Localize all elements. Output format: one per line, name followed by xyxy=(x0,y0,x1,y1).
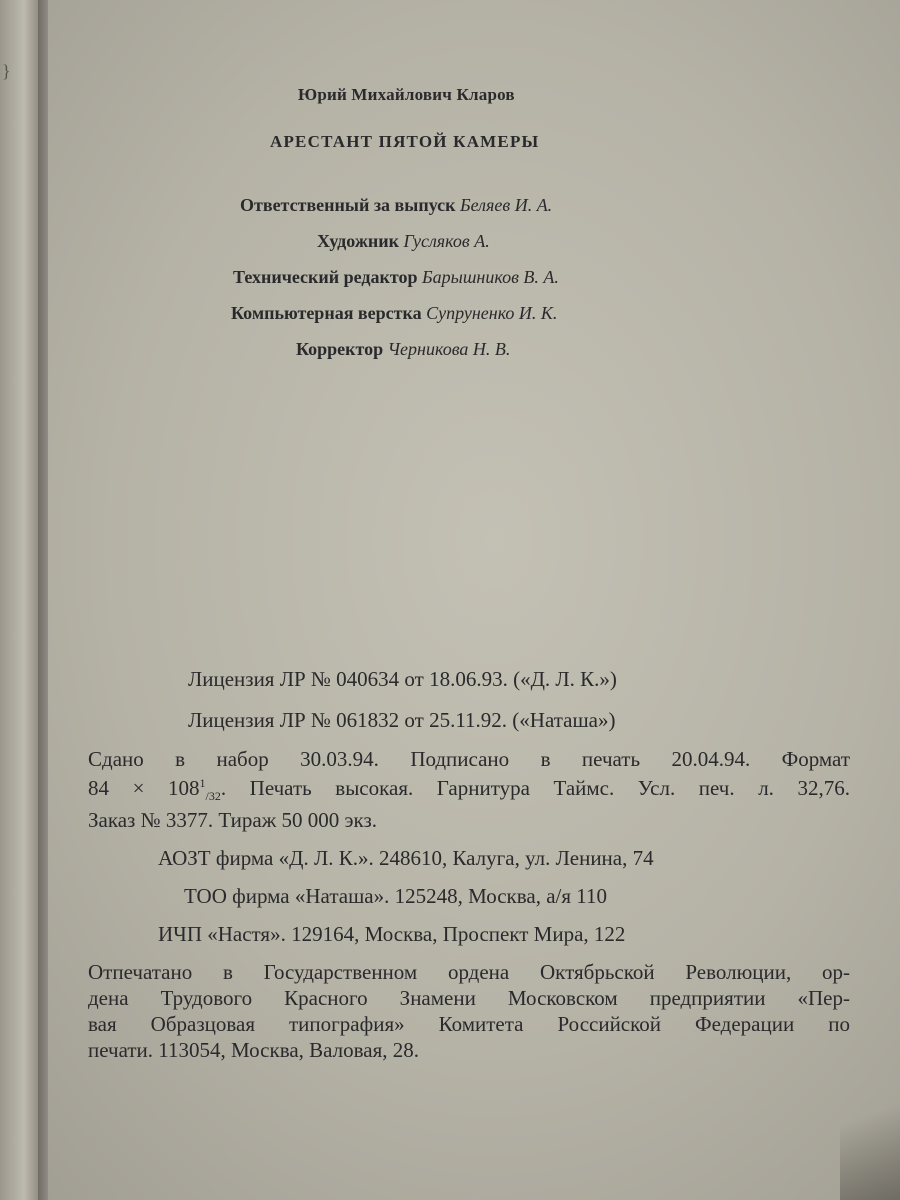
book-gutter xyxy=(38,0,48,1200)
printer-line: дена Трудового Красного Знамени Московском предприятии «Пер- xyxy=(88,986,850,1011)
format-superscript: 1 xyxy=(199,776,206,790)
publisher-line: ИЧП «Настя». 129164, Москва, Проспект Мира, 122 xyxy=(158,922,626,947)
publisher-line: ТОО фирма «Наташа». 125248, Москва, а/я 110 xyxy=(184,884,608,909)
credit-name: Гусляков А. xyxy=(403,231,490,251)
credit-name: Черникова Н. В. xyxy=(387,339,511,359)
print-format-line xyxy=(88,771,850,808)
imprint-block xyxy=(88,667,850,1063)
credit-line xyxy=(240,187,668,223)
license-line: Лицензия ЛР № 061832 от 25.11.92. («Наташа») xyxy=(188,708,616,732)
credit-line xyxy=(317,223,668,259)
credit-name: Беляев И. А. xyxy=(460,195,553,215)
credit-role: Художник xyxy=(317,231,400,251)
format-base: 84 × 108 xyxy=(88,776,200,800)
credit-role: Компьютерная верстка xyxy=(231,303,422,323)
printer-info xyxy=(88,959,850,1063)
credit-role: Технический редактор xyxy=(233,267,418,287)
credit-name: Супруненко И. К. xyxy=(426,303,558,323)
colophon-page xyxy=(48,0,900,1200)
printer-line: печати. 113054, Москва, Валовая, 28. xyxy=(88,1038,420,1063)
facing-page-fragment: } xyxy=(2,61,11,81)
print-info-line: Сдано в набор 30.03.94. Подписано в печать 20.04.94. Формат xyxy=(88,747,850,771)
format-subscript: /32 xyxy=(205,789,221,804)
credit-line xyxy=(296,331,668,367)
credit-role: Корректор xyxy=(296,339,384,359)
printer-line: Отпечатано в Государственном ордена Октябрьской Революции, ор- xyxy=(88,960,850,985)
print-info-rest: . Печать высокая. Гарнитура Таймс. Усл. печ. л. 32,76. xyxy=(220,776,850,800)
author-name: Юрий Михайлович Кларов xyxy=(298,85,515,104)
facing-page-edge xyxy=(0,0,40,1200)
order-line: Заказ № 3377. Тираж 50 000 экз. xyxy=(88,808,377,833)
printer-line: вая Образцовая типография» Комитета Российской Федерации по xyxy=(88,1012,850,1037)
license-line: Лицензия ЛР № 040634 от 18.06.93. («Д. Л. К.») xyxy=(188,667,617,691)
credit-line xyxy=(231,295,668,331)
credits-block xyxy=(228,187,668,367)
publisher-line: АОЗТ фирма «Д. Л. К.». 248610, Калуга, ул. Ленина, 74 xyxy=(158,846,654,871)
credit-name: Барышников В. А. xyxy=(422,267,559,287)
credit-line xyxy=(233,259,668,295)
book-title: АРЕСТАНТ ПЯТОЙ КАМЕРЫ xyxy=(270,132,540,151)
credit-role: Ответственный за выпуск xyxy=(240,195,456,215)
